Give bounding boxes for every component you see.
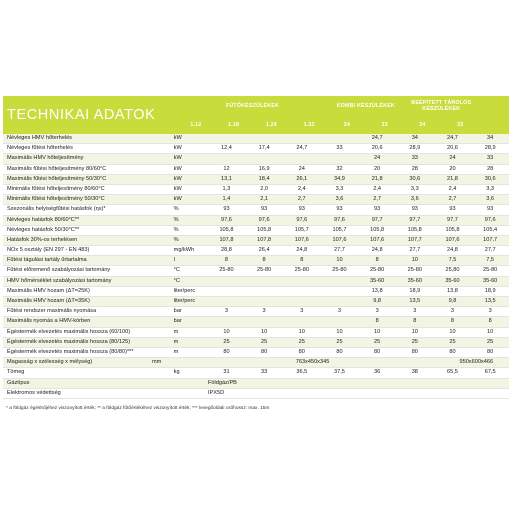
value-cell: 80 (487, 348, 494, 355)
value-cell: 93 (298, 206, 305, 213)
value-cell: 2,7 (373, 196, 382, 203)
value-cell: 2,1 (260, 196, 268, 203)
value-cell: 3 (488, 308, 492, 315)
row-unit: mm (152, 359, 162, 366)
value-cell: 25-80 (482, 267, 498, 274)
row-unit: kW (173, 135, 182, 141)
value-cell: 37,5 (334, 369, 345, 376)
value-cell: 10 (298, 328, 305, 335)
table-row (3, 389, 509, 399)
row-label: HMV hőmérséklet szabályozási tartomány (7, 277, 112, 284)
value-cell: 13,5 (484, 298, 496, 304)
merged-cell: 950x600x466 (459, 359, 494, 366)
table-row (3, 368, 509, 378)
value-cell: 2,7 (297, 196, 306, 203)
value-cell: 105,8 (219, 226, 234, 233)
value-cell: 33 (487, 155, 494, 162)
row-unit (173, 379, 208, 388)
merged-cell: 763x450x345 (295, 359, 330, 366)
row-unit: kW (173, 155, 182, 162)
value-cell: 93 (223, 206, 230, 213)
row-unit: kW (173, 165, 182, 172)
value-cell: 25 (487, 338, 494, 345)
value-cell: 93 (449, 206, 456, 213)
row-label: Égéstermék elvezetés maximális hossza (80/80)*** (7, 348, 134, 355)
row-unit: kW (173, 185, 182, 192)
value-cell: 30,6 (409, 175, 421, 182)
row-label: Minimális fűtési hőteljesítmény 50/30°C (7, 196, 105, 203)
model-label: 24 (419, 122, 426, 128)
value-cell: 8 (413, 318, 417, 325)
value-cell: 105,8 (445, 226, 460, 233)
table-row (3, 236, 509, 246)
value-cell: 34,9 (334, 175, 345, 182)
value-cell: 10 (449, 328, 456, 335)
value-cell (208, 134, 246, 143)
value-cell: 16,9 (258, 165, 270, 172)
row-label: NOx 5 osztály (EN 297 - EN 483) (7, 247, 90, 254)
value-cell (321, 154, 359, 163)
value-cell (321, 277, 359, 286)
group-combi (328, 96, 404, 134)
value-cell: 80 (336, 348, 343, 355)
value-cell (245, 277, 283, 286)
row-unit: mg/kWh (173, 247, 195, 254)
value-cell: 107,6 (294, 236, 309, 243)
value-cell: 1,3 (222, 185, 231, 192)
value-cell: 24,7 (296, 145, 308, 152)
page-title: TECHNIKAI ADATOK (7, 107, 156, 123)
value-cell: 105,7 (332, 226, 347, 233)
value-cell: 9,8 (373, 298, 382, 304)
value-cell: 105,8 (407, 226, 422, 233)
value-cell: 34 (411, 135, 418, 141)
value-cell: 10 (336, 328, 343, 335)
value-cell: 25 (336, 338, 343, 345)
value-cell: 35-60 (407, 277, 422, 284)
value-cell: 36 (374, 369, 381, 376)
value-cell: 33 (261, 369, 268, 376)
value-cell: 24,8 (296, 247, 308, 254)
value-cell: 10 (261, 328, 268, 335)
merged-cell: Földgáz/PB (208, 379, 237, 386)
value-cell: 3 (337, 308, 342, 315)
value-cell: 2,0 (260, 185, 268, 192)
value-cell (283, 277, 321, 286)
technical-data-table (3, 96, 509, 399)
row-label: Szezonális helyiségfűtési hatásfok (ηs)* (7, 206, 106, 213)
group-name: FŰTŐKÉSZÜLÉKEK (225, 103, 280, 109)
value-cell: 97,6 (258, 216, 270, 223)
value-cell: 80 (411, 348, 418, 355)
table-row (3, 144, 509, 154)
model-label: 1.32 (303, 122, 315, 128)
value-cell: 28,9 (484, 145, 496, 152)
value-cell: 3 (262, 308, 266, 315)
value-cell: 34 (487, 135, 494, 141)
value-cell: 93 (411, 206, 418, 213)
value-cell: 25 (298, 338, 305, 345)
value-cell: 12,4 (221, 145, 232, 152)
row-label: Minimális fűtési hőteljesítmény 80/60°C (7, 185, 105, 192)
value-cell: 13,1 (221, 175, 232, 182)
value-cell (208, 297, 246, 306)
value-cell: 80 (261, 348, 268, 355)
value-cell: 97,6 (334, 216, 345, 223)
value-cell: 12 (223, 165, 230, 172)
row-label: Égéstermék elvezetés maximális hossza (60/100) (7, 328, 131, 335)
value-cell: 10 (374, 328, 381, 335)
value-cell: 24,7 (447, 135, 458, 141)
row-label: Fűtési tágulási tartály űrtartalma (7, 257, 87, 264)
table-row (3, 256, 509, 266)
row-unit: °C (173, 267, 180, 274)
model-label: 33 (381, 122, 388, 128)
value-cell: 25 (223, 338, 230, 345)
value-cell: 3 (375, 308, 379, 315)
value-cell: 28 (487, 165, 494, 172)
value-cell (208, 277, 246, 286)
value-cell (245, 134, 283, 143)
value-cell: 25 (261, 338, 268, 345)
row-label: Maximális HMV hőteljesítmény (7, 155, 84, 162)
table-row (3, 317, 509, 327)
row-label: Elektromos védettség (7, 389, 61, 396)
row-unit: bar (173, 308, 182, 315)
table-header (3, 96, 509, 134)
table-row (3, 266, 509, 276)
value-cell: 3,6 (335, 196, 344, 203)
value-cell: 36,5 (296, 369, 308, 376)
value-cell: 3,6 (410, 196, 419, 203)
row-label: Névleges hatásfok 50/30°C** (7, 226, 80, 233)
row-unit: m (173, 348, 179, 355)
value-cell: 8 (300, 257, 304, 264)
value-cell (283, 154, 321, 163)
value-cell (321, 287, 359, 296)
value-cell: 18,9 (409, 287, 421, 294)
value-cell: 3,3 (486, 185, 495, 192)
row-unit: °C (173, 277, 180, 284)
row-label: Fűtési előremenő szabályozási tartomány (7, 267, 111, 274)
model-label: 1.24 (265, 122, 277, 128)
value-cell: 13,8 (371, 287, 383, 294)
value-cell (245, 287, 283, 296)
row-label: Magasság x szélesség x mélység) (7, 359, 93, 366)
table-body (3, 134, 509, 399)
value-cell: 97,6 (484, 216, 496, 223)
value-cell: 107,8 (219, 236, 234, 243)
value-cell: 105,7 (294, 226, 309, 233)
value-cell: 65,5 (447, 369, 458, 376)
model-label: 24 (343, 122, 351, 128)
value-cell: 26,1 (296, 175, 308, 182)
group-storage (404, 96, 480, 134)
value-cell: 35-60 (369, 277, 385, 284)
row-label: Névleges HMV hőterhelés (7, 135, 72, 141)
table-row (3, 328, 509, 338)
value-cell: 93 (487, 206, 494, 213)
value-cell: 80 (374, 348, 381, 355)
value-cell: 80 (449, 348, 456, 355)
value-cell: 31 (223, 369, 230, 376)
row-label: Fűtési rendszer maximális nyomása (7, 308, 97, 315)
row-unit: m (173, 338, 179, 345)
value-cell: 10 (487, 328, 494, 335)
value-cell: 2,4 (373, 185, 382, 192)
table-row (3, 277, 509, 287)
value-cell: 2,7 (448, 196, 457, 203)
value-cell: 25-80 (407, 267, 422, 274)
value-cell (321, 317, 359, 326)
value-cell: 21,8 (447, 175, 458, 182)
value-cell: 105,8 (370, 226, 385, 233)
value-cell: 24 (298, 165, 305, 172)
merged-cell: IPX5D (208, 389, 225, 396)
row-label: Égéstermék elvezetés maximális hossza (80/125) (7, 338, 131, 345)
table-row (3, 154, 509, 164)
value-cell: 24,8 (371, 247, 383, 254)
value-cell: 107,6 (332, 236, 347, 243)
value-cell: 13,8 (447, 287, 458, 294)
table-row (3, 134, 509, 144)
value-cell (208, 287, 246, 296)
value-cell: 35-60 (482, 277, 498, 284)
row-unit: kg (173, 369, 180, 376)
value-cell: 25 (411, 338, 418, 345)
value-cell: 27,7 (484, 247, 496, 254)
value-cell (321, 297, 359, 306)
row-label: Hatásfok 30%-os terhelésen (7, 236, 78, 243)
value-cell: 8 (262, 257, 266, 264)
row-unit: l (173, 257, 175, 264)
value-cell: 8 (488, 318, 492, 325)
value-cell: 17,4 (258, 145, 270, 152)
value-cell: 28,8 (221, 247, 232, 254)
value-cell: 25-80 (332, 267, 347, 274)
table-row (3, 185, 509, 195)
value-cell: 25,80 (445, 267, 460, 274)
value-cell: 25-80 (256, 267, 272, 274)
value-cell: 93 (336, 206, 343, 213)
value-cell: 7,5 (486, 257, 495, 264)
row-label: Névleges fűtési hőterhelés (7, 145, 73, 152)
value-cell: 24 (374, 155, 381, 162)
table-row (3, 358, 509, 368)
value-cell: 107,6 (370, 236, 385, 243)
value-cell: 13,5 (409, 298, 421, 304)
table-row (3, 246, 509, 256)
value-cell (245, 317, 283, 326)
value-cell: 25 (449, 338, 456, 345)
value-cell: 8 (450, 318, 455, 325)
value-cell: 24 (449, 155, 456, 162)
value-cell: 97,6 (221, 216, 232, 223)
value-cell: 32 (336, 165, 343, 172)
model-label: 1.18 (228, 122, 240, 128)
row-label: Maximális HMV hozam (ΔT=35K) (7, 298, 90, 304)
value-cell: 97,6 (296, 216, 308, 223)
value-cell: 3 (300, 308, 304, 315)
value-cell: 80 (298, 348, 305, 355)
row-unit: liter/perc (173, 298, 196, 304)
value-cell: 107,7 (407, 236, 422, 243)
value-cell: 18,9 (484, 287, 496, 294)
value-cell: 21,8 (371, 175, 383, 182)
value-cell: 33 (411, 155, 418, 162)
value-cell: 2,4 (297, 185, 306, 192)
value-cell: 26,4 (258, 247, 270, 254)
value-cell (208, 154, 246, 163)
table-row (3, 379, 509, 389)
value-cell (283, 297, 321, 306)
row-unit: kW (173, 175, 182, 182)
table-row (3, 216, 509, 226)
value-cell: 3,3 (335, 185, 344, 192)
value-cell: 3,6 (486, 196, 495, 203)
value-cell: 24,8 (447, 247, 458, 254)
table-row (3, 165, 509, 175)
value-cell: 3 (413, 308, 417, 315)
value-cell: 8 (375, 257, 379, 264)
group-name: KOMBI KÉSZÜLÉKEK (336, 103, 395, 109)
value-cell: 24,7 (371, 135, 383, 141)
table-row (3, 195, 509, 205)
value-cell: 7,5 (448, 257, 457, 264)
row-label: Maximális fűtési hőteljesítmény 50/30°C (7, 175, 107, 182)
value-cell: 67,5 (484, 369, 496, 376)
table-row (3, 226, 509, 236)
value-cell: 38 (411, 369, 418, 376)
table-row (3, 348, 509, 358)
value-cell: 107,7 (483, 236, 498, 243)
value-cell: 8 (224, 257, 228, 264)
group-heater (177, 96, 328, 134)
value-cell: 10 (223, 328, 230, 335)
value-cell: 1,4 (222, 196, 231, 203)
value-cell: 10 (336, 257, 343, 264)
value-cell: 25-80 (219, 267, 234, 274)
value-cell (283, 134, 321, 143)
value-cell: 8 (375, 318, 379, 325)
value-cell: 105,8 (257, 226, 272, 233)
row-label: Tömeg (7, 369, 25, 376)
table-row (3, 287, 509, 297)
value-cell (245, 297, 283, 306)
value-cell: 25 (374, 338, 381, 345)
value-cell: 20,6 (447, 145, 458, 152)
value-cell: 35-60 (445, 277, 460, 284)
table-row (3, 307, 509, 317)
value-cell (208, 317, 246, 326)
value-cell: 20 (374, 165, 381, 172)
row-unit: liter/perc (173, 287, 196, 294)
row-unit: bar (173, 318, 182, 325)
value-cell: 97,7 (447, 216, 458, 223)
value-cell: 28 (411, 165, 418, 172)
value-cell: 3 (224, 308, 228, 315)
value-cell: 25-80 (369, 267, 385, 274)
value-cell: 80 (223, 348, 230, 355)
value-cell: 28,9 (409, 145, 421, 152)
value-cell: 27,7 (334, 247, 345, 254)
value-cell: 105,4 (483, 226, 498, 233)
value-cell (283, 317, 321, 326)
value-cell: 107,8 (257, 236, 272, 243)
value-cell: 3,3 (410, 185, 419, 192)
table-row (3, 205, 509, 215)
value-cell: 93 (261, 206, 268, 213)
value-cell: 30,6 (484, 175, 496, 182)
value-cell (283, 287, 321, 296)
value-cell: 20,6 (371, 145, 383, 152)
model-label: 1.12 (190, 122, 202, 128)
row-label: Maximális nyomás a HMV-körben (7, 318, 91, 325)
row-label: Maximális fűtési hőteljesítmény 80/60°C (7, 165, 107, 172)
value-cell: 97,7 (371, 216, 383, 223)
value-cell: 93 (374, 206, 381, 213)
row-unit: % (173, 216, 179, 223)
row-label: Névleges hatásfok 80/60°C** (7, 216, 80, 223)
value-cell: 25-80 (294, 267, 309, 274)
value-cell: 33 (336, 145, 343, 152)
row-unit: kW (173, 196, 182, 203)
value-cell: 18,4 (258, 175, 270, 182)
table-row (3, 338, 509, 348)
value-cell: 107,6 (445, 236, 460, 243)
model-label: 33 (456, 122, 464, 128)
value-cell: 2,4 (448, 185, 457, 192)
value-cell: 9,8 (448, 298, 457, 304)
row-unit: % (173, 236, 179, 243)
value-cell (321, 134, 359, 143)
group-name: BEÉPÍTETT TÁROLÓS KÉSZÜLÉKEK (411, 100, 472, 112)
value-cell (245, 154, 283, 163)
row-unit: m (173, 328, 179, 335)
row-unit (173, 389, 208, 398)
value-cell: 20 (449, 165, 456, 172)
row-unit: kW (173, 145, 182, 152)
row-label: Gáztípus (7, 379, 30, 386)
row-unit: % (173, 226, 179, 233)
table-row (3, 297, 509, 307)
row-unit: % (173, 206, 179, 213)
row-label: Maximális HMV hozam (ΔT=25K) (7, 287, 90, 294)
value-cell: 27,7 (409, 247, 421, 254)
table-row (3, 175, 509, 185)
value-cell: 10 (411, 257, 418, 264)
value-cell: 10 (411, 328, 418, 335)
value-cell: 3 (450, 308, 455, 315)
value-cell: 97,7 (409, 216, 421, 223)
footnote: * a földgáz égéshőjéhez viszonyított érték; ** a földgáz fűtőértékéhez viszonyított érték; *** levegőoldali csőhossz: max. 15m (6, 406, 270, 411)
